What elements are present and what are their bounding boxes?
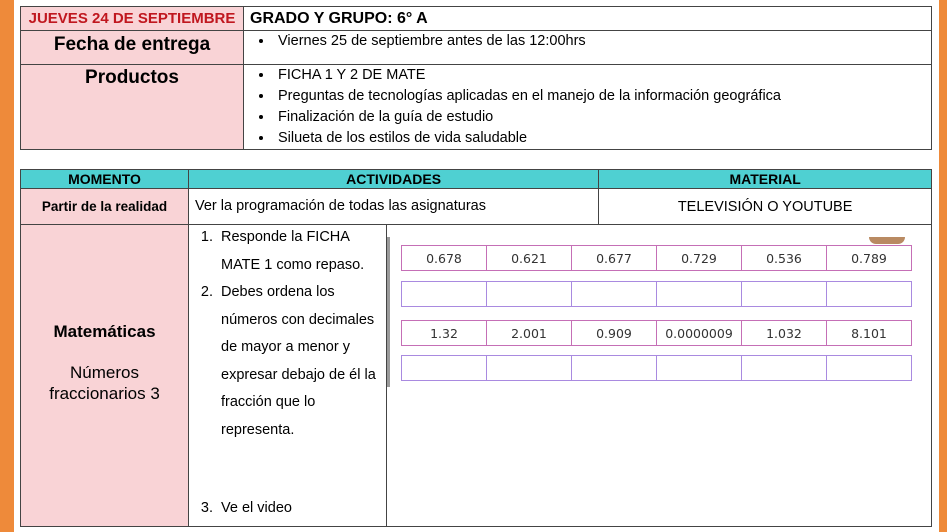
material-text: TELEVISIÓN O YOUTUBE — [677, 198, 853, 215]
col-moment-header — [21, 170, 189, 189]
number-cell: 2.001 — [487, 321, 572, 346]
number-cell: 0.0000009 — [657, 321, 742, 346]
answer-cell[interactable] — [487, 356, 572, 381]
number-cell: 8.101 — [827, 321, 912, 346]
activity-cell — [189, 189, 599, 225]
answer-cell[interactable] — [827, 356, 912, 381]
answer-cell[interactable] — [572, 282, 657, 307]
answer-cell[interactable] — [572, 356, 657, 381]
activity-text: Ver la programación de todas las asignaturas — [195, 198, 486, 214]
numbers-grid-b — [401, 320, 912, 346]
answer-cell[interactable] — [742, 356, 827, 381]
number-cell: 0.677 — [572, 246, 657, 271]
delivery-list — [244, 31, 931, 52]
numbers-grid-a — [401, 245, 912, 271]
products-items-cell — [244, 65, 932, 150]
info-table — [20, 6, 932, 150]
col-material-label: MATERIAL — [729, 171, 801, 187]
answer-cell[interactable] — [402, 356, 487, 381]
grade-cell — [244, 7, 932, 31]
subject-title: Matemáticas — [53, 322, 156, 341]
moment-cell — [21, 189, 189, 225]
products-label: Productos — [85, 67, 179, 88]
number-cell: 0.729 — [657, 246, 742, 271]
product-item: • FICHA 1 Y 2 DE MATE — [274, 65, 931, 86]
schedule-table — [20, 169, 932, 527]
delivery-label: Fecha de entrega — [53, 34, 211, 55]
material-cell — [599, 189, 932, 225]
number-cell: 0.909 — [572, 321, 657, 346]
steps-list-cont — [189, 495, 292, 523]
subject-topic: Números fraccionarios 3 — [49, 363, 160, 403]
answer-grid-a — [401, 281, 912, 307]
col-activities-label: ACTIVIDADES — [346, 171, 442, 187]
answer-cell[interactable] — [657, 356, 742, 381]
step-item: 2. Debes ordena los números con decimales de mayor a menor y expresar debajo de él la fracción que lo representa. — [217, 279, 386, 444]
subject-cell — [21, 225, 189, 527]
answer-cell[interactable] — [402, 282, 487, 307]
number-cell: 0.678 — [402, 246, 487, 271]
date-cell — [21, 7, 244, 31]
date-text: JUEVES 24 DE SEPTIEMBRE — [28, 10, 236, 27]
answer-grid-b — [401, 355, 912, 381]
col-material-header — [599, 170, 932, 189]
step-item: 1. Responde la FICHA MATE 1 como repaso. — [217, 224, 386, 279]
image-edge — [387, 237, 390, 387]
steps-cell — [189, 225, 387, 527]
grade-text: GRADO Y GRUPO: 6° A — [250, 9, 428, 27]
number-cell: 0.621 — [487, 246, 572, 271]
step-item: 3. Ve el video — [217, 495, 292, 523]
col-activities-header — [189, 170, 599, 189]
answer-cell[interactable] — [742, 282, 827, 307]
answer-cell[interactable] — [827, 282, 912, 307]
number-cell: 1.32 — [402, 321, 487, 346]
number-cell: 0.536 — [742, 246, 827, 271]
delivery-label-cell — [21, 31, 244, 65]
number-cell: 0.789 — [827, 246, 912, 271]
products-label-cell — [21, 65, 244, 150]
product-item: • Silueta de los estilos de vida saludable — [274, 128, 931, 149]
moment-text: Partir de la realidad — [41, 199, 168, 214]
answer-cell[interactable] — [487, 282, 572, 307]
delivery-item: • Viernes 25 de septiembre antes de las 12:00hrs — [274, 31, 931, 52]
number-cell: 1.032 — [742, 321, 827, 346]
col-moment-label: MOMENTO — [68, 171, 141, 187]
document-page — [14, 0, 939, 532]
numbers-exercise-cell — [387, 225, 932, 527]
delivery-items-cell — [244, 31, 932, 65]
product-item: • Finalización de la guía de estudio — [274, 107, 931, 128]
products-list — [244, 65, 931, 149]
product-item: • Preguntas de tecnologías aplicadas en el manejo de la información geográfica — [274, 86, 931, 107]
answer-cell[interactable] — [657, 282, 742, 307]
steps-list — [189, 224, 386, 444]
decoration — [869, 237, 905, 244]
